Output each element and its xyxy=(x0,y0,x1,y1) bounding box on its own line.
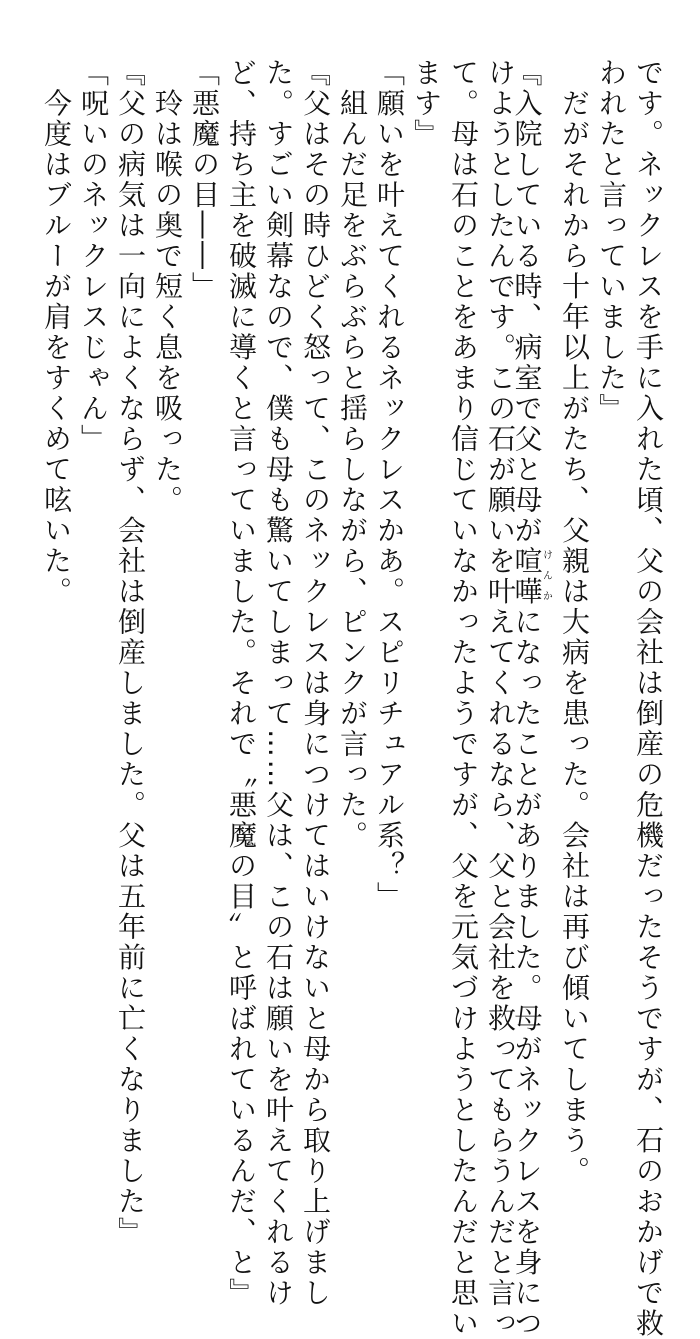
text-column-5: けようとしたんです。この石が願いを叶えてくれるなら、父と会社を救ってもらうんだと言っ xyxy=(484,58,517,1339)
text-column-1: です。ネックレスを手に入れた頃、父の会社は倒産の危機だったそうですが、石のおかげで救 xyxy=(632,58,665,1339)
text-column-15: 『父の病気は一向によくならず、会社は倒産しました。父は五年前に亡くなりました』 xyxy=(114,58,147,1248)
text-column-4 xyxy=(510,58,552,1339)
text-column-11: た。すごい剣幕なので、僕も母も驚いてしまって……父は、この石は願いを叶えてくれるけ xyxy=(262,58,295,1309)
text-column-16: 「呪いのネックレスじゃん」 xyxy=(77,58,110,455)
kenka-ruby: 喧嘩けんか xyxy=(510,546,552,607)
text-column-7: ます』 xyxy=(410,58,443,150)
text-column-4-start: 『入院している時、病室で父と母が xyxy=(510,58,544,546)
text-column-2: われたと言っていました』 xyxy=(595,58,628,424)
text-column-12: ど、持ち主を破滅に導くと言っていました。それで〝悪魔の目〟と呼ばれているんだ、と』 xyxy=(225,58,258,1309)
text-column-3: だがそれから十年以上がたち、父親は大病を患った。会社は再び傾いてしまう。 xyxy=(558,58,591,1187)
text-column-9: 組んだ足をぶらぶらと揺らしながら、ピンクが言った。 xyxy=(336,58,369,851)
text-column-4-end: になったことがありました。母がネックレスを身につ xyxy=(510,607,544,1339)
text-column-14: 玲は喉の奥で短く息を吸った。 xyxy=(151,58,184,516)
text-column-17: 今度はブルーが肩をすくめて呟いた。 xyxy=(40,58,73,607)
text-column-13: 「悪魔の目――」 xyxy=(188,58,221,302)
text-column-8: 「願いを叶えてくれるネックレスかあ。スピリチュアル系？」 xyxy=(373,58,406,912)
text-column-10: 『父はその時ひどく怒って、このネックレスは身につけてはいけないと母から取り上げまし xyxy=(299,58,332,1309)
text-column-6: て。母は石のことをあまり信じていなかったようですが、父を元気づけようとしたんだと思い xyxy=(447,58,480,1339)
